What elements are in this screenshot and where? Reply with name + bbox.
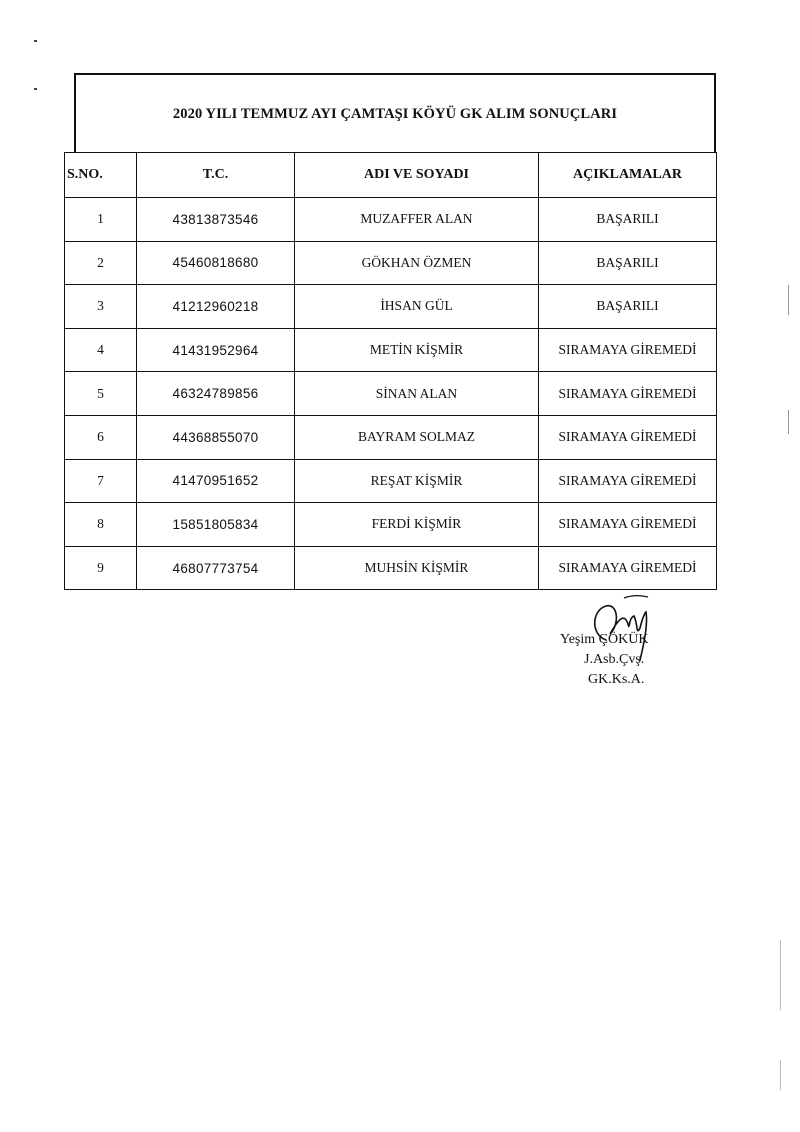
row-number: 4	[65, 328, 137, 372]
document-title: 2020 YILI TEMMUZ AYI ÇAMTAŞI KÖYÜ GK ALIM SONUÇLARI	[172, 105, 618, 122]
row-tc: 41431952964	[137, 328, 295, 372]
row-note: BAŞARILI	[539, 241, 717, 285]
header-tc: T.C.	[137, 153, 295, 198]
row-number: 2	[65, 241, 137, 285]
scan-mark	[788, 285, 789, 315]
row-tc: 45460818680	[137, 241, 295, 285]
signer-unit: GK.Ks.A.	[588, 672, 645, 687]
table-header-row	[65, 153, 717, 198]
row-note: BAŞARILI	[539, 198, 717, 242]
table-row	[65, 415, 717, 459]
scan-mark	[34, 40, 37, 42]
title-box	[74, 73, 716, 153]
row-name: GÖKHAN ÖZMEN	[295, 241, 539, 285]
row-note: SIRAMAYA GİREMEDİ	[539, 372, 717, 416]
row-note: SIRAMAYA GİREMEDİ	[539, 503, 717, 547]
row-tc: 15851805834	[137, 503, 295, 547]
row-note: SIRAMAYA GİREMEDİ	[539, 546, 717, 590]
table-row	[65, 285, 717, 329]
row-name: SİNAN ALAN	[295, 372, 539, 416]
row-note: SIRAMAYA GİREMEDİ	[539, 415, 717, 459]
row-tc: 44368855070	[137, 415, 295, 459]
row-number: 8	[65, 503, 137, 547]
scan-mark	[780, 940, 781, 1010]
row-note: SIRAMAYA GİREMEDİ	[539, 459, 717, 503]
row-number: 7	[65, 459, 137, 503]
row-name: MUHSİN KİŞMİR	[295, 546, 539, 590]
row-number: 9	[65, 546, 137, 590]
row-name: REŞAT KİŞMİR	[295, 459, 539, 503]
row-tc: 41470951652	[137, 459, 295, 503]
signer-rank: J.Asb.Çvş.	[584, 652, 645, 667]
header-sno: S.NO.	[65, 153, 137, 198]
header-name: ADI VE SOYADI	[295, 153, 539, 198]
scan-mark	[788, 410, 789, 434]
signer-name: Yeşim ÇÖKÜK	[560, 632, 649, 647]
results-table	[64, 152, 717, 590]
row-tc: 46324789856	[137, 372, 295, 416]
row-number: 5	[65, 372, 137, 416]
row-note: SIRAMAYA GİREMEDİ	[539, 328, 717, 372]
table-row	[65, 328, 717, 372]
row-name: METİN KİŞMİR	[295, 328, 539, 372]
table-row	[65, 503, 717, 547]
row-name: BAYRAM SOLMAZ	[295, 415, 539, 459]
row-name: FERDİ KİŞMİR	[295, 503, 539, 547]
row-number: 6	[65, 415, 137, 459]
header-notes: AÇIKLAMALAR	[539, 153, 717, 198]
row-number: 3	[65, 285, 137, 329]
row-tc: 46807773754	[137, 546, 295, 590]
table-row	[65, 372, 717, 416]
row-number: 1	[65, 198, 137, 242]
table-row	[65, 459, 717, 503]
table-row	[65, 241, 717, 285]
row-tc: 41212960218	[137, 285, 295, 329]
scan-mark	[34, 88, 37, 90]
table-row	[65, 198, 717, 242]
table-row	[65, 546, 717, 590]
row-note: BAŞARILI	[539, 285, 717, 329]
row-name: MUZAFFER ALAN	[295, 198, 539, 242]
row-tc: 43813873546	[137, 198, 295, 242]
row-name: İHSAN GÜL	[295, 285, 539, 329]
scan-mark	[780, 1060, 781, 1090]
